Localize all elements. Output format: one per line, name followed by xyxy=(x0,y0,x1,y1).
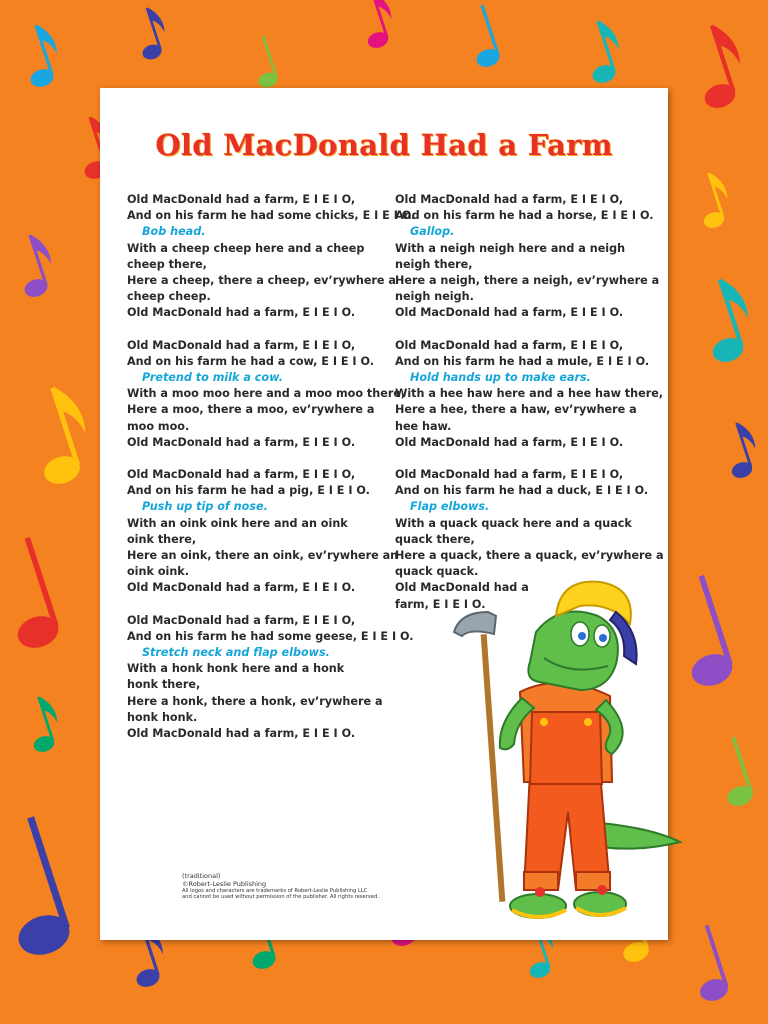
lyric-line: And on his farm he had a mule, E I E I O. xyxy=(395,354,650,368)
credit-legal-1: All logos and characters are trademarks of Robert-Leslie Publishing LLC xyxy=(182,888,368,894)
alligator-farmer-illustration xyxy=(440,572,690,932)
lyric-line: honk honk. xyxy=(127,710,198,724)
music-note-icon xyxy=(577,17,629,86)
music-note-icon xyxy=(20,382,101,489)
music-note-icon xyxy=(718,420,764,481)
lyric-line: With a neigh neigh here and a neigh xyxy=(395,241,626,255)
lyric-line: cheep there, xyxy=(127,257,207,271)
lyrics-column-left xyxy=(127,192,416,758)
action-instruction: Push up tip of nose. xyxy=(142,500,268,514)
lyric-line: neigh neigh. xyxy=(395,290,474,304)
lyric-line: quack there, xyxy=(395,532,475,546)
credit-copyright: ©Robert-Leslie Publishing xyxy=(182,880,267,888)
verse-block xyxy=(395,338,664,451)
music-note-icon xyxy=(9,231,61,300)
lyric-line: cheep cheep. xyxy=(127,290,211,304)
verse-block xyxy=(127,613,414,743)
credits xyxy=(182,872,422,901)
action-instruction: Pretend to milk a cow. xyxy=(142,371,283,385)
lyric-line: With a cheep cheep here and a cheep xyxy=(127,241,365,255)
lyric-line: Old MacDonald had a farm, E I E I O. xyxy=(395,435,624,449)
lyric-line: Old MacDonald had a xyxy=(395,581,529,595)
lyric-line: And on his farm he had some chicks, E I E I O. xyxy=(127,209,416,223)
music-note-icon xyxy=(684,20,753,111)
lyric-line: quack quack. xyxy=(395,565,479,579)
lyric-line: hee haw. xyxy=(395,419,452,433)
music-note-icon xyxy=(0,816,76,961)
action-instruction: Hold hands up to make ears. xyxy=(410,371,591,385)
alligator-head xyxy=(528,612,618,690)
lyric-line: Old MacDonald had a farm, E I E I O, xyxy=(395,193,624,206)
music-note-icon xyxy=(15,21,67,90)
lyric-line: Old MacDonald had a farm, E I E I O. xyxy=(127,306,356,320)
lyric-line: And on his farm he had a cow, E I E I O. xyxy=(127,354,375,368)
lyric-line: And on his farm he had a horse, E I E I O. xyxy=(395,209,654,223)
music-note-icon xyxy=(710,737,756,809)
verse-block xyxy=(395,192,660,322)
lyric-line: With a honk honk here and a honk xyxy=(127,662,345,676)
credit-legal-2: and cannot be used without permission of the publisher. All rights reserved. xyxy=(182,894,380,901)
lyric-line: Here an oink, there an oink, ev’rywhere an xyxy=(127,549,399,563)
lyric-line: neigh there, xyxy=(395,257,473,271)
lyrics-column-right xyxy=(395,192,664,629)
lyric-line: With a hee haw here and a hee haw there, xyxy=(395,387,664,401)
verse-block xyxy=(127,192,416,322)
lyric-line: farm, E I E I O. xyxy=(395,597,486,611)
lyric-line: Old MacDonald had a farm, E I E I O. xyxy=(127,581,356,595)
lyric-line: Old MacDonald had a farm, E I E I O, xyxy=(127,613,356,627)
lyric-line: oink there, xyxy=(127,532,197,546)
music-note-icon xyxy=(245,35,280,89)
music-note-icon xyxy=(681,925,732,1005)
lyric-line: Here a cheep, there a cheep, ev’rywhere a xyxy=(127,274,396,288)
lyric-line: Old MacDonald had a farm, E I E I O. xyxy=(127,727,356,741)
lyric-line: Old MacDonald had a farm, E I E I O. xyxy=(395,306,624,320)
lyric-line: With a quack quack here and a quack xyxy=(395,516,632,530)
lyric-line: oink oink. xyxy=(127,565,189,579)
music-note-icon xyxy=(690,170,736,231)
verse-block xyxy=(127,467,399,597)
music-note-icon xyxy=(354,0,400,50)
lyric-line: And on his farm he had a pig, E I E I O. xyxy=(127,484,370,498)
verse-block xyxy=(127,338,406,451)
hoe-icon xyxy=(454,612,505,902)
action-instruction: Flap elbows. xyxy=(410,500,490,514)
lyric-line: Old MacDonald had a farm, E I E I O, xyxy=(127,193,356,206)
lyric-line: Old MacDonald had a farm, E I E I O, xyxy=(395,338,624,352)
credit-traditional: (traditional) xyxy=(182,872,221,880)
lyric-line: Old MacDonald had a farm, E I E I O, xyxy=(127,338,356,352)
lyric-line: Old MacDonald had a farm, E I E I O. xyxy=(127,435,356,449)
lyric-line: honk there, xyxy=(127,678,201,692)
lyric-line: Here a hee, there a haw, ev’rywhere a xyxy=(395,403,637,417)
lyric-line: Here a honk, there a honk, ev’rywhere a xyxy=(127,694,383,708)
lyric-line: With a moo moo here and a moo moo there, xyxy=(127,387,406,401)
lyric-line: Here a moo, there a moo, ev’rywhere a xyxy=(127,403,375,417)
song-title: Old MacDonald Had a Farm xyxy=(155,128,613,162)
lyric-line: With an oink oink here and an oink xyxy=(127,516,348,530)
lyric-line: And on his farm he had a duck, E I E I O. xyxy=(395,484,649,498)
music-note-icon xyxy=(0,537,63,653)
action-instruction: Gallop. xyxy=(410,225,455,239)
music-note-icon xyxy=(20,694,66,755)
lyric-line: moo moo. xyxy=(127,419,190,433)
action-instruction: Stretch neck and flap elbows. xyxy=(142,646,330,660)
lyric-line: And on his farm he had some geese, E I E I O. xyxy=(127,629,414,643)
music-note-icon xyxy=(461,5,503,70)
lyric-line: Here a quack, there a quack, ev’rywhere a xyxy=(395,549,664,563)
action-instruction: Bob head. xyxy=(142,225,206,239)
lyric-line: Here a neigh, there a neigh, ev’rywhere a xyxy=(395,274,660,288)
music-note-icon xyxy=(129,5,172,62)
music-note-icon xyxy=(692,274,761,365)
lyric-line: Old MacDonald had a farm, E I E I O, xyxy=(395,468,624,482)
lyric-line: Old MacDonald had a farm, E I E I O, xyxy=(127,468,356,482)
